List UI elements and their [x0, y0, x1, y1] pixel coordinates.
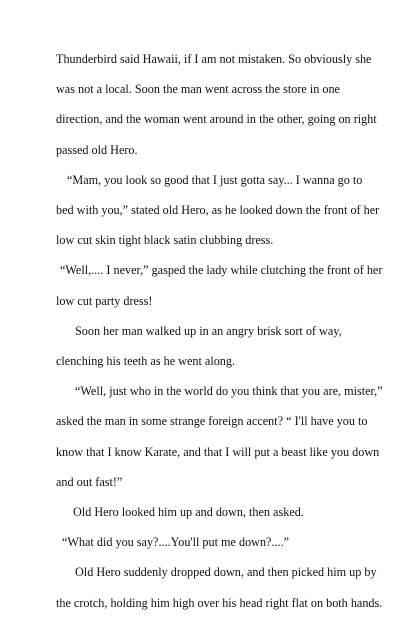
text-line: Old Hero suddenly dropped down, and then picked him up by — [75, 565, 377, 580]
text-line: bed with you,” stated old Hero, as he looked down the front of her — [56, 203, 380, 217]
text-line: was not a local. Soon the man went across the store in one — [56, 82, 340, 97]
text-line: direction, and the woman went around in the other, going on right — [56, 112, 377, 127]
text-line: Soon her man walked up in an angry brisk sort of way, — [75, 323, 342, 338]
text-line: passed old Hero. — [56, 142, 138, 157]
text-line: “Well, just who in the world do you think that you are, mister,” — [75, 384, 383, 399]
text-line: “Well,.... I never,” gasped the lady while clutching the front of her — [60, 263, 383, 278]
text-line: “Mam, you look so good that I just gotta say... I wanna go to — [67, 172, 363, 187]
text-line: and out fast!” — [56, 474, 123, 489]
text-line: low cut skin tight black satin clubbing dress. — [56, 233, 274, 248]
text-line: clenching his teeth as he went along. — [56, 354, 236, 368]
text-line: Thunderbird said Hawaii, if I am not mistaken. So obviously she — [56, 52, 372, 66]
text-line: Old Hero looked him up and down, then asked. — [73, 505, 304, 519]
text-line: know that I know Karate, and that I will put a beast like you down — [56, 444, 380, 459]
text-line: “What did you say?....You'll put me down?....” — [62, 535, 290, 550]
text-line: asked the man in some strange foreign accent? “ I'll have you to — [56, 414, 368, 429]
text-line: the crotch, holding him high over his head right flat on both hands. — [56, 595, 383, 610]
text-line: low cut party dress! — [56, 293, 153, 308]
